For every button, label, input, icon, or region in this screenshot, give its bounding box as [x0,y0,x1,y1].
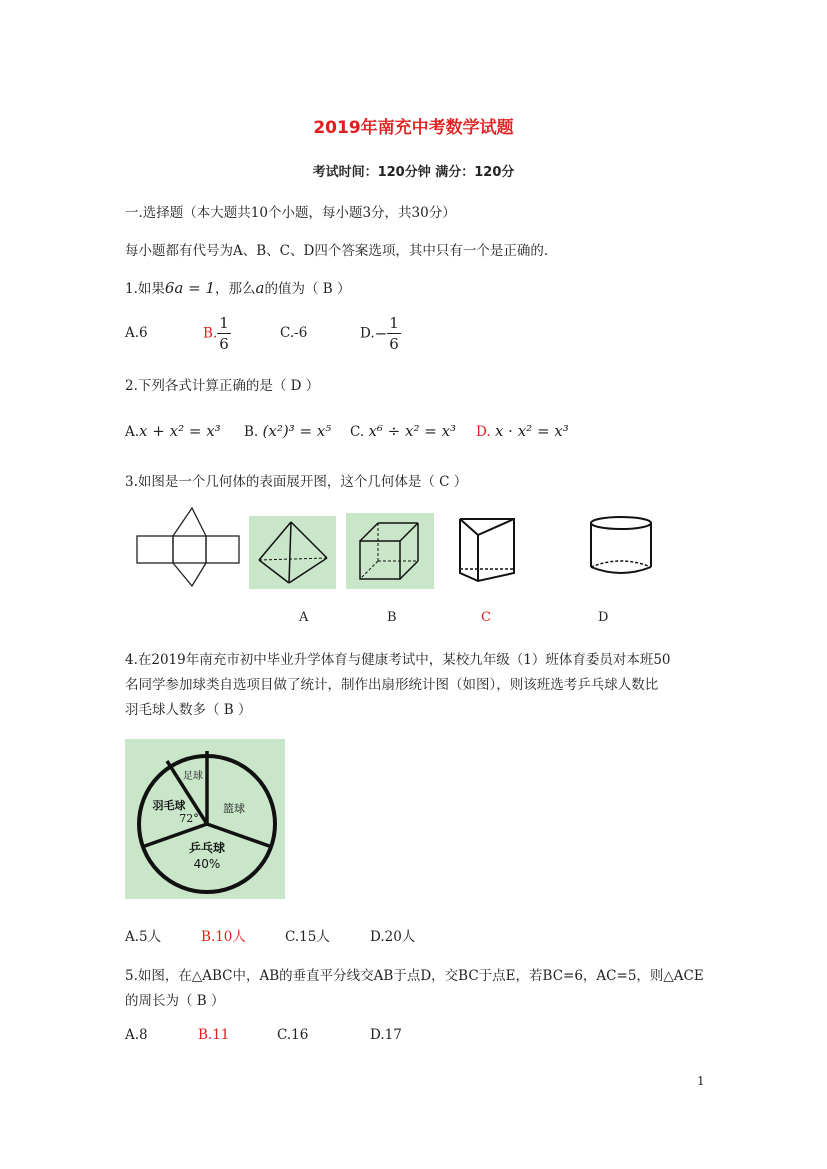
net-diagram [134,506,242,588]
q2-option-a [125,422,221,440]
option-label: C. [350,424,365,440]
numerator: 1 [389,314,399,332]
q5-option-a: A.8 [125,1027,148,1043]
q2-option-b [244,422,331,440]
q1-option-d-fraction [387,313,401,354]
denominator: 6 [389,335,399,353]
label-pingpong-percent: 40% [193,857,221,871]
option-expression: x⁶ ÷ x² = x³ [368,422,457,440]
q5-option-b: B.11 [198,1027,230,1043]
question-1-stem [125,277,351,297]
question-4-line-1: 4.在2019年南充市初中毕业升学体育与健康考试中，某校九年级（1）班体育委员对本班50 [125,652,671,668]
question-5-line-1: 5.如图，在△ABC中，AB的垂直平分线交AB于点D，交BC于点E，若BC=6，AC=5，则△ACE [125,968,704,984]
cylinder-figure [585,513,657,581]
q3-label-c: C [481,610,491,625]
page-title: 2019年南充中考数学试题 [313,118,514,138]
q3-label-d: D [598,610,609,625]
question-4-line-3: 羽毛球人数多（ B ） [125,702,252,718]
denominator: 6 [219,335,229,353]
minus-sign: − [374,324,388,343]
q5-option-d: D.17 [370,1027,402,1043]
label-basketball: 篮球 [223,802,245,815]
q3-label-b: B [387,610,397,625]
q2-option-d [476,422,569,440]
cube-figure [346,513,434,589]
section-heading: 一.选择题（本大题共10个小题，每小题3分，共30分） [125,205,456,221]
q1-suffix: 的值为（ B ） [264,281,351,297]
option-label: B. [244,424,259,440]
q1-option-a: A.6 [125,325,148,341]
q5-option-c: C.16 [277,1027,309,1043]
question-3-stem: 3.如图是一个几何体的表面展开图，这个几何体是（ C ） [125,474,468,490]
page-number: 1 [697,1074,705,1088]
option-expression: x + x² = x³ [139,422,221,440]
pyramid-figure [249,516,336,589]
q1-variable: a [255,279,265,297]
q1-option-b-fraction [217,313,231,354]
q1-prefix: 1.如果 [125,281,165,297]
numerator: 1 [219,314,229,332]
label-badminton-angle: 72° [179,812,199,825]
q4-option-b: B.10人 [201,929,246,945]
option-expression: x · x² = x³ [494,422,569,440]
section-instruction: 每小题都有代号为A、B、C、D四个答案选项，其中只有一个是正确的. [125,243,549,259]
q1-option-b-label: B. [203,325,218,342]
q1-option-d-label: D. [360,325,375,342]
q1-equation: 6a = 1 [164,279,216,297]
q1-mid: ，那么 [215,281,256,297]
question-4-line-2: 名同学参加球类自选项目做了统计，制作出扇形统计图（如图），则该班选考乒乓球人数比 [125,677,659,693]
option-label: D. [476,424,491,440]
pie-chart-figure [125,739,285,899]
q4-option-c: C.15人 [285,929,330,945]
label-badminton: 羽毛球 [152,799,186,812]
question-2-stem: 2.下列各式计算正确的是（ D ） [125,378,320,394]
q4-option-a: A.5人 [125,929,162,945]
option-label: A. [125,424,140,440]
q1-option-b [203,313,231,354]
q3-label-a: A [299,610,309,625]
q2-option-c [350,422,456,440]
label-pingpong: 乒乓球 [188,841,226,855]
exam-meta: 考试时间：120分钟 满分：120分 [312,165,515,180]
q1-option-d [360,313,401,354]
q1-option-c: C.-6 [280,325,308,341]
prism-figure [452,513,522,585]
option-expression: (x²)³ = x⁵ [262,422,332,440]
question-5-line-2: 的周长为（ B ） [125,993,225,1009]
q4-option-d: D.20人 [370,929,416,945]
label-football: 足球 [183,771,203,782]
